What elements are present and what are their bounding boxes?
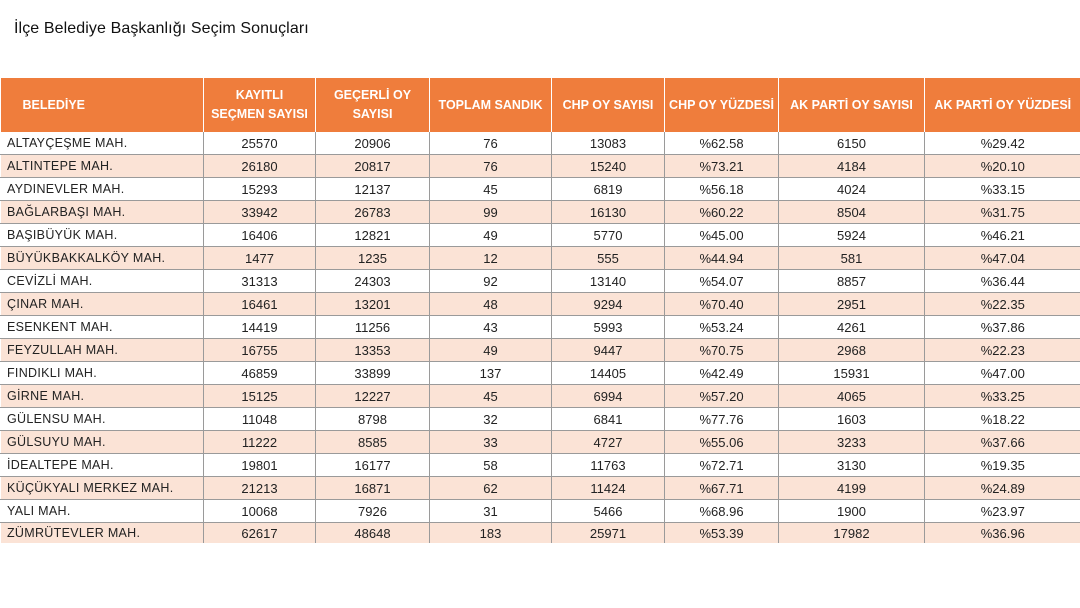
table-row xyxy=(1,293,1080,316)
valid-votes-cell: 13353 xyxy=(316,339,430,362)
municipality-cell: FEYZULLAH MAH. xyxy=(1,339,204,362)
chp-votes-cell: 14405 xyxy=(552,362,665,385)
akp-percent-cell: %19.35 xyxy=(925,454,1080,477)
akp-votes-cell: 4184 xyxy=(779,155,925,178)
valid-votes-cell: 13201 xyxy=(316,293,430,316)
ballot-boxes-cell: 58 xyxy=(430,454,552,477)
table-row xyxy=(1,339,1080,362)
registered-voters-cell: 15125 xyxy=(204,385,316,408)
column-header-registered-voters: KAYITLI SEÇMEN SAYISI xyxy=(204,78,316,132)
akp-percent-cell: %24.89 xyxy=(925,477,1080,500)
registered-voters-cell: 26180 xyxy=(204,155,316,178)
chp-percent-cell: %77.76 xyxy=(665,408,779,431)
chp-percent-cell: %56.18 xyxy=(665,178,779,201)
valid-votes-cell: 11256 xyxy=(316,316,430,339)
table-row xyxy=(1,270,1080,293)
table-row xyxy=(1,431,1080,454)
registered-voters-cell: 11222 xyxy=(204,431,316,454)
ballot-boxes-cell: 33 xyxy=(430,431,552,454)
valid-votes-cell: 12821 xyxy=(316,224,430,247)
registered-voters-cell: 1477 xyxy=(204,247,316,270)
chp-percent-cell: %53.24 xyxy=(665,316,779,339)
ballot-boxes-cell: 43 xyxy=(430,316,552,339)
akp-percent-cell: %22.35 xyxy=(925,293,1080,316)
akp-percent-cell: %33.25 xyxy=(925,385,1080,408)
chp-votes-cell: 5993 xyxy=(552,316,665,339)
chp-votes-cell: 6841 xyxy=(552,408,665,431)
akp-votes-cell: 581 xyxy=(779,247,925,270)
table-row xyxy=(1,362,1080,385)
municipality-cell: BAŞIBÜYÜK MAH. xyxy=(1,224,204,247)
valid-votes-cell: 1235 xyxy=(316,247,430,270)
ballot-boxes-cell: 76 xyxy=(430,132,552,155)
chp-percent-cell: %55.06 xyxy=(665,431,779,454)
akp-votes-cell: 3130 xyxy=(779,454,925,477)
chp-votes-cell: 5466 xyxy=(552,500,665,523)
column-header-municipality: BELEDİYE xyxy=(1,78,204,132)
akp-votes-cell: 4024 xyxy=(779,178,925,201)
registered-voters-cell: 46859 xyxy=(204,362,316,385)
akp-votes-cell: 2951 xyxy=(779,293,925,316)
valid-votes-cell: 24303 xyxy=(316,270,430,293)
registered-voters-cell: 14419 xyxy=(204,316,316,339)
chp-votes-cell: 6819 xyxy=(552,178,665,201)
akp-percent-cell: %36.96 xyxy=(925,523,1080,544)
column-header-akp-percent: AK PARTİ OY YÜZDESİ xyxy=(925,78,1080,132)
registered-voters-cell: 21213 xyxy=(204,477,316,500)
ballot-boxes-cell: 49 xyxy=(430,224,552,247)
municipality-cell: İDEALTEPE MAH. xyxy=(1,454,204,477)
akp-percent-cell: %22.23 xyxy=(925,339,1080,362)
ballot-boxes-cell: 183 xyxy=(430,523,552,544)
akp-votes-cell: 15931 xyxy=(779,362,925,385)
akp-percent-cell: %23.97 xyxy=(925,500,1080,523)
municipality-cell: GİRNE MAH. xyxy=(1,385,204,408)
column-header-total-ballot-boxes: TOPLAM SANDIK xyxy=(430,78,552,132)
valid-votes-cell: 48648 xyxy=(316,523,430,544)
municipality-cell: AYDINEVLER MAH. xyxy=(1,178,204,201)
municipality-cell: FINDIKLI MAH. xyxy=(1,362,204,385)
registered-voters-cell: 31313 xyxy=(204,270,316,293)
table-row xyxy=(1,178,1080,201)
column-header-akp-votes: AK PARTİ OY SAYISI xyxy=(779,78,925,132)
municipality-cell: YALI MAH. xyxy=(1,500,204,523)
chp-votes-cell: 9294 xyxy=(552,293,665,316)
akp-votes-cell: 8857 xyxy=(779,270,925,293)
municipality-cell: BÜYÜKBAKKALKÖY MAH. xyxy=(1,247,204,270)
chp-percent-cell: %72.71 xyxy=(665,454,779,477)
chp-votes-cell: 13083 xyxy=(552,132,665,155)
registered-voters-cell: 33942 xyxy=(204,201,316,224)
table-body xyxy=(1,132,1080,543)
chp-percent-cell: %57.20 xyxy=(665,385,779,408)
registered-voters-cell: 19801 xyxy=(204,454,316,477)
valid-votes-cell: 16177 xyxy=(316,454,430,477)
registered-voters-cell: 62617 xyxy=(204,523,316,544)
municipality-cell: KÜÇÜKYALI MERKEZ MAH. xyxy=(1,477,204,500)
chp-percent-cell: %70.40 xyxy=(665,293,779,316)
table-row xyxy=(1,523,1080,544)
ballot-boxes-cell: 92 xyxy=(430,270,552,293)
municipality-cell: BAĞLARBAŞI MAH. xyxy=(1,201,204,224)
chp-percent-cell: %68.96 xyxy=(665,500,779,523)
akp-percent-cell: %46.21 xyxy=(925,224,1080,247)
chp-votes-cell: 5770 xyxy=(552,224,665,247)
municipality-cell: GÜLENSU MAH. xyxy=(1,408,204,431)
municipality-cell: GÜLSUYU MAH. xyxy=(1,431,204,454)
municipality-cell: CEVİZLİ MAH. xyxy=(1,270,204,293)
chp-percent-cell: %45.00 xyxy=(665,224,779,247)
registered-voters-cell: 11048 xyxy=(204,408,316,431)
akp-votes-cell: 4261 xyxy=(779,316,925,339)
chp-votes-cell: 16130 xyxy=(552,201,665,224)
akp-percent-cell: %36.44 xyxy=(925,270,1080,293)
ballot-boxes-cell: 45 xyxy=(430,178,552,201)
akp-votes-cell: 3233 xyxy=(779,431,925,454)
election-results-table xyxy=(0,78,1080,543)
chp-votes-cell: 9447 xyxy=(552,339,665,362)
valid-votes-cell: 8798 xyxy=(316,408,430,431)
chp-votes-cell: 15240 xyxy=(552,155,665,178)
valid-votes-cell: 16871 xyxy=(316,477,430,500)
akp-percent-cell: %37.66 xyxy=(925,431,1080,454)
table-row xyxy=(1,201,1080,224)
ballot-boxes-cell: 76 xyxy=(430,155,552,178)
akp-percent-cell: %47.00 xyxy=(925,362,1080,385)
ballot-boxes-cell: 99 xyxy=(430,201,552,224)
page-title: İlçe Belediye Başkanlığı Seçim Sonuçları xyxy=(14,20,309,37)
akp-votes-cell: 8504 xyxy=(779,201,925,224)
akp-votes-cell: 17982 xyxy=(779,523,925,544)
ballot-boxes-cell: 62 xyxy=(430,477,552,500)
ballot-boxes-cell: 31 xyxy=(430,500,552,523)
table-row xyxy=(1,224,1080,247)
municipality-cell: ALTAYÇEŞME MAH. xyxy=(1,132,204,155)
ballot-boxes-cell: 137 xyxy=(430,362,552,385)
municipality-cell: ESENKENT MAH. xyxy=(1,316,204,339)
chp-percent-cell: %70.75 xyxy=(665,339,779,362)
registered-voters-cell: 16461 xyxy=(204,293,316,316)
table-row xyxy=(1,132,1080,155)
table-row xyxy=(1,408,1080,431)
valid-votes-cell: 7926 xyxy=(316,500,430,523)
registered-voters-cell: 15293 xyxy=(204,178,316,201)
akp-votes-cell: 5924 xyxy=(779,224,925,247)
chp-percent-cell: %42.49 xyxy=(665,362,779,385)
akp-percent-cell: %37.86 xyxy=(925,316,1080,339)
chp-percent-cell: %62.58 xyxy=(665,132,779,155)
chp-votes-cell: 4727 xyxy=(552,431,665,454)
akp-percent-cell: %29.42 xyxy=(925,132,1080,155)
akp-percent-cell: %47.04 xyxy=(925,247,1080,270)
valid-votes-cell: 33899 xyxy=(316,362,430,385)
akp-votes-cell: 1900 xyxy=(779,500,925,523)
chp-percent-cell: %60.22 xyxy=(665,201,779,224)
valid-votes-cell: 26783 xyxy=(316,201,430,224)
registered-voters-cell: 16406 xyxy=(204,224,316,247)
municipality-cell: ALTINTEPE MAH. xyxy=(1,155,204,178)
table-row xyxy=(1,500,1080,523)
valid-votes-cell: 20817 xyxy=(316,155,430,178)
akp-percent-cell: %31.75 xyxy=(925,201,1080,224)
chp-votes-cell: 13140 xyxy=(552,270,665,293)
municipality-cell: ZÜMRÜTEVLER MAH. xyxy=(1,523,204,544)
registered-voters-cell: 16755 xyxy=(204,339,316,362)
ballot-boxes-cell: 49 xyxy=(430,339,552,362)
chp-percent-cell: %44.94 xyxy=(665,247,779,270)
column-header-chp-percent: CHP OY YÜZDESİ xyxy=(665,78,779,132)
chp-votes-cell: 555 xyxy=(552,247,665,270)
akp-votes-cell: 4065 xyxy=(779,385,925,408)
ballot-boxes-cell: 48 xyxy=(430,293,552,316)
ballot-boxes-cell: 45 xyxy=(430,385,552,408)
chp-votes-cell: 11424 xyxy=(552,477,665,500)
akp-votes-cell: 2968 xyxy=(779,339,925,362)
chp-votes-cell: 25971 xyxy=(552,523,665,544)
table-row xyxy=(1,454,1080,477)
akp-votes-cell: 4199 xyxy=(779,477,925,500)
akp-votes-cell: 1603 xyxy=(779,408,925,431)
column-header-chp-votes: CHP OY SAYISI xyxy=(552,78,665,132)
table-row xyxy=(1,155,1080,178)
registered-voters-cell: 10068 xyxy=(204,500,316,523)
valid-votes-cell: 12227 xyxy=(316,385,430,408)
table-row xyxy=(1,385,1080,408)
valid-votes-cell: 20906 xyxy=(316,132,430,155)
table-row xyxy=(1,247,1080,270)
akp-percent-cell: %20.10 xyxy=(925,155,1080,178)
table-row xyxy=(1,477,1080,500)
ballot-boxes-cell: 32 xyxy=(430,408,552,431)
chp-percent-cell: %73.21 xyxy=(665,155,779,178)
municipality-cell: ÇINAR MAH. xyxy=(1,293,204,316)
chp-votes-cell: 11763 xyxy=(552,454,665,477)
chp-percent-cell: %53.39 xyxy=(665,523,779,544)
chp-percent-cell: %54.07 xyxy=(665,270,779,293)
table-header-row xyxy=(1,78,1080,132)
chp-percent-cell: %67.71 xyxy=(665,477,779,500)
akp-votes-cell: 6150 xyxy=(779,132,925,155)
ballot-boxes-cell: 12 xyxy=(430,247,552,270)
registered-voters-cell: 25570 xyxy=(204,132,316,155)
akp-percent-cell: %18.22 xyxy=(925,408,1080,431)
akp-percent-cell: %33.15 xyxy=(925,178,1080,201)
valid-votes-cell: 12137 xyxy=(316,178,430,201)
valid-votes-cell: 8585 xyxy=(316,431,430,454)
column-header-valid-votes: GEÇERLİ OY SAYISI xyxy=(316,78,430,132)
table-row xyxy=(1,316,1080,339)
chp-votes-cell: 6994 xyxy=(552,385,665,408)
